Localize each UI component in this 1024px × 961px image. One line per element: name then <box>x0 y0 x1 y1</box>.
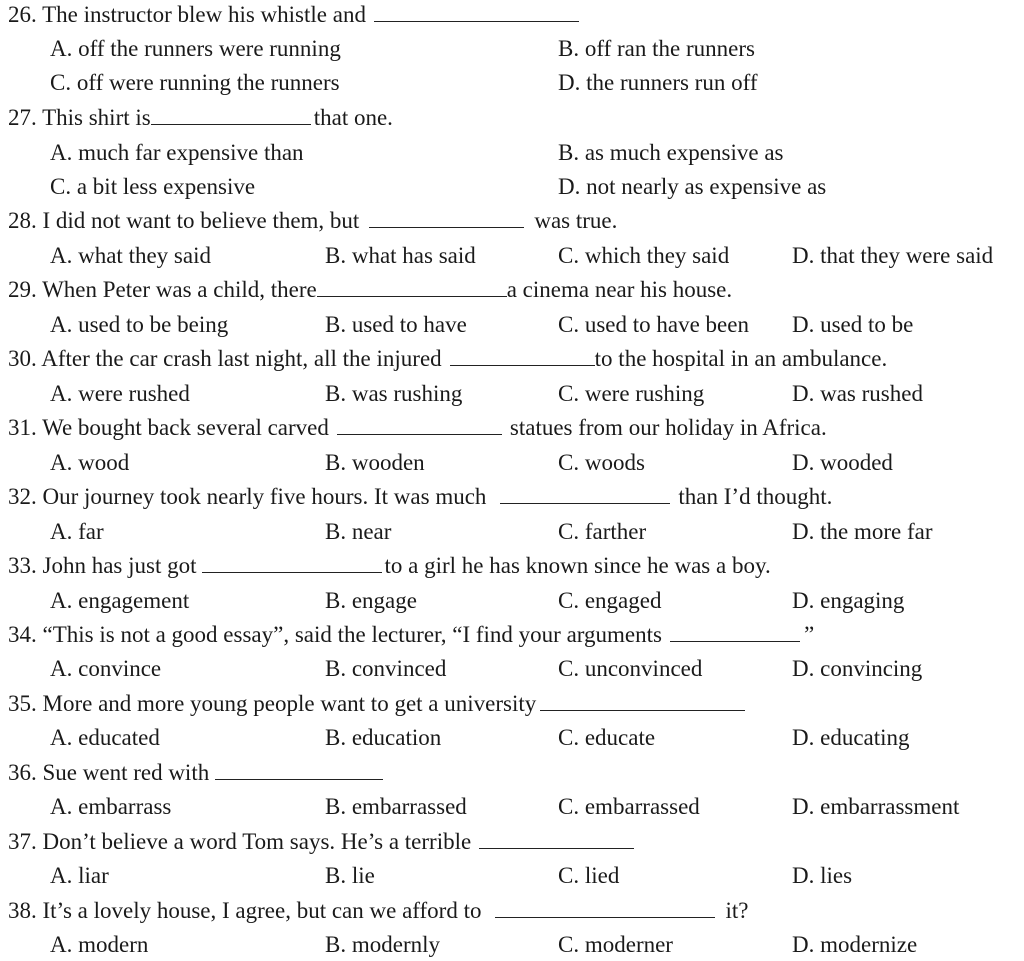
option-a: A. engagement <box>50 588 190 613</box>
option-b: B. education <box>325 725 442 750</box>
answer-blank <box>374 1 579 22</box>
answer-blank <box>317 276 507 297</box>
option-b: B. what has said <box>325 243 476 268</box>
question-29 <box>8 276 732 304</box>
answer-blank <box>500 483 670 504</box>
option-b: B. modernly <box>325 932 440 957</box>
question-text: John has just got <box>42 553 197 578</box>
question-text: Our journey took nearly five hours. It was much <box>42 484 487 509</box>
answer-blank <box>369 207 524 228</box>
option-c: C. which they said <box>558 243 730 268</box>
question-number: 33. <box>8 553 37 578</box>
question-number: 32. <box>8 484 37 509</box>
option-b: B. off ran the runners <box>558 36 755 61</box>
question-text-end: a cinema near his house. <box>506 277 733 302</box>
answer-blank <box>540 690 745 711</box>
question-number: 35. <box>8 691 37 716</box>
question-text: More and more young people want to get a university <box>42 691 537 716</box>
question-number: 38. <box>8 898 37 923</box>
option-a: A. far <box>50 519 104 544</box>
question-text-end: than I’d thought. <box>678 484 833 509</box>
option-d: D. the runners run off <box>558 70 758 95</box>
option-b: B. used to have <box>325 312 467 337</box>
option-d: D. used to be <box>792 312 914 337</box>
option-d: D. engaging <box>792 588 905 613</box>
question-text: This shirt is <box>42 105 151 130</box>
question-text: The instructor blew his whistle and <box>42 2 366 27</box>
option-b: B. convinced <box>325 656 447 681</box>
option-b: B. engage <box>325 588 417 613</box>
option-a: A. embarrass <box>50 794 172 819</box>
question-37 <box>8 828 637 856</box>
option-b: B. was rushing <box>325 381 463 406</box>
question-text: After the car crash last night, all the injured <box>41 346 442 371</box>
question-31 <box>8 414 827 442</box>
question-text-end: it? <box>725 898 749 923</box>
option-c: C. engaged <box>558 588 662 613</box>
option-a: A. off the runners were running <box>50 36 341 61</box>
option-a: A. much far expensive than <box>50 140 304 165</box>
option-c: C. off were running the runners <box>50 70 340 95</box>
option-c: C. a bit less expensive <box>50 174 256 199</box>
option-a: A. what they said <box>50 243 211 268</box>
question-text: It’s a lovely house, I agree, but can we afford to <box>42 898 482 923</box>
option-d: D. embarrassment <box>792 794 960 819</box>
option-b: B. embarrassed <box>325 794 467 819</box>
option-d: D. convincing <box>792 656 923 681</box>
question-26 <box>8 1 582 29</box>
question-text-end: that one. <box>313 105 393 130</box>
option-a: A. wood <box>50 450 130 475</box>
question-number: 37. <box>8 829 37 854</box>
question-text: When Peter was a child, there <box>42 277 317 302</box>
option-d: D. modernize <box>792 932 918 957</box>
option-b: B. as much expensive as <box>558 140 784 165</box>
question-number: 29. <box>8 277 37 302</box>
option-c: C. educate <box>558 725 656 750</box>
question-36 <box>8 759 386 787</box>
question-text-end: statues from our holiday in Africa. <box>509 415 827 440</box>
question-text: We bought back several carved <box>42 415 329 440</box>
option-a: A. modern <box>50 932 149 957</box>
option-a: A. used to be being <box>50 312 229 337</box>
question-number: 27. <box>8 105 37 130</box>
option-c: C. were rushing <box>558 381 705 406</box>
question-number: 34. <box>8 622 37 647</box>
option-d: D. wooded <box>792 450 893 475</box>
question-text: “This is not a good essay”, said the lecturer, “I find your arguments <box>42 622 662 647</box>
question-text-end: to a girl he has known since he was a boy. <box>384 553 771 578</box>
option-c: C. unconvinced <box>558 656 703 681</box>
question-27 <box>8 104 393 132</box>
answer-blank <box>495 897 715 918</box>
question-34 <box>8 621 814 649</box>
option-c: C. farther <box>558 519 647 544</box>
question-33 <box>8 552 771 580</box>
answer-blank <box>337 414 502 435</box>
option-d: D. the more far <box>792 519 933 544</box>
option-d: D. educating <box>792 725 910 750</box>
option-c: C. woods <box>558 450 645 475</box>
question-number: 28. <box>8 208 37 233</box>
option-b: B. near <box>325 519 392 544</box>
answer-blank <box>215 759 383 780</box>
question-38 <box>8 897 748 925</box>
option-c: C. moderner <box>558 932 673 957</box>
answer-blank <box>450 345 595 366</box>
option-b: B. wooden <box>325 450 425 475</box>
option-d: D. lies <box>792 863 853 888</box>
answer-blank <box>151 104 311 125</box>
answer-blank <box>670 621 800 642</box>
answer-blank <box>202 552 382 573</box>
option-a: A. were rushed <box>50 381 190 406</box>
question-30 <box>8 345 887 373</box>
option-a: A. convince <box>50 656 162 681</box>
question-number: 36. <box>8 760 37 785</box>
option-d: D. was rushed <box>792 381 923 406</box>
option-a: A. educated <box>50 725 160 750</box>
question-text: Sue went red with <box>42 760 210 785</box>
question-number: 26. <box>8 2 37 27</box>
question-text-end: to the hospital in an ambulance. <box>594 346 888 371</box>
question-number: 30. <box>8 346 37 371</box>
option-c: C. embarrassed <box>558 794 700 819</box>
question-32 <box>8 483 832 511</box>
question-35 <box>8 690 748 718</box>
question-text: I did not want to believe them, but <box>42 208 360 233</box>
question-text: Don’t believe a word Tom says. He’s a terrible <box>42 829 472 854</box>
option-c: C. used to have been <box>558 312 749 337</box>
option-d: D. that they were said <box>792 243 994 268</box>
option-a: A. liar <box>50 863 109 888</box>
question-text-end: was true. <box>534 208 618 233</box>
answer-blank <box>479 828 634 849</box>
question-28 <box>8 207 617 235</box>
option-d: D. not nearly as expensive as <box>558 174 827 199</box>
option-b: B. lie <box>325 863 375 888</box>
question-number: 31. <box>8 415 37 440</box>
question-text-end: ” <box>803 622 815 647</box>
option-c: C. lied <box>558 863 620 888</box>
